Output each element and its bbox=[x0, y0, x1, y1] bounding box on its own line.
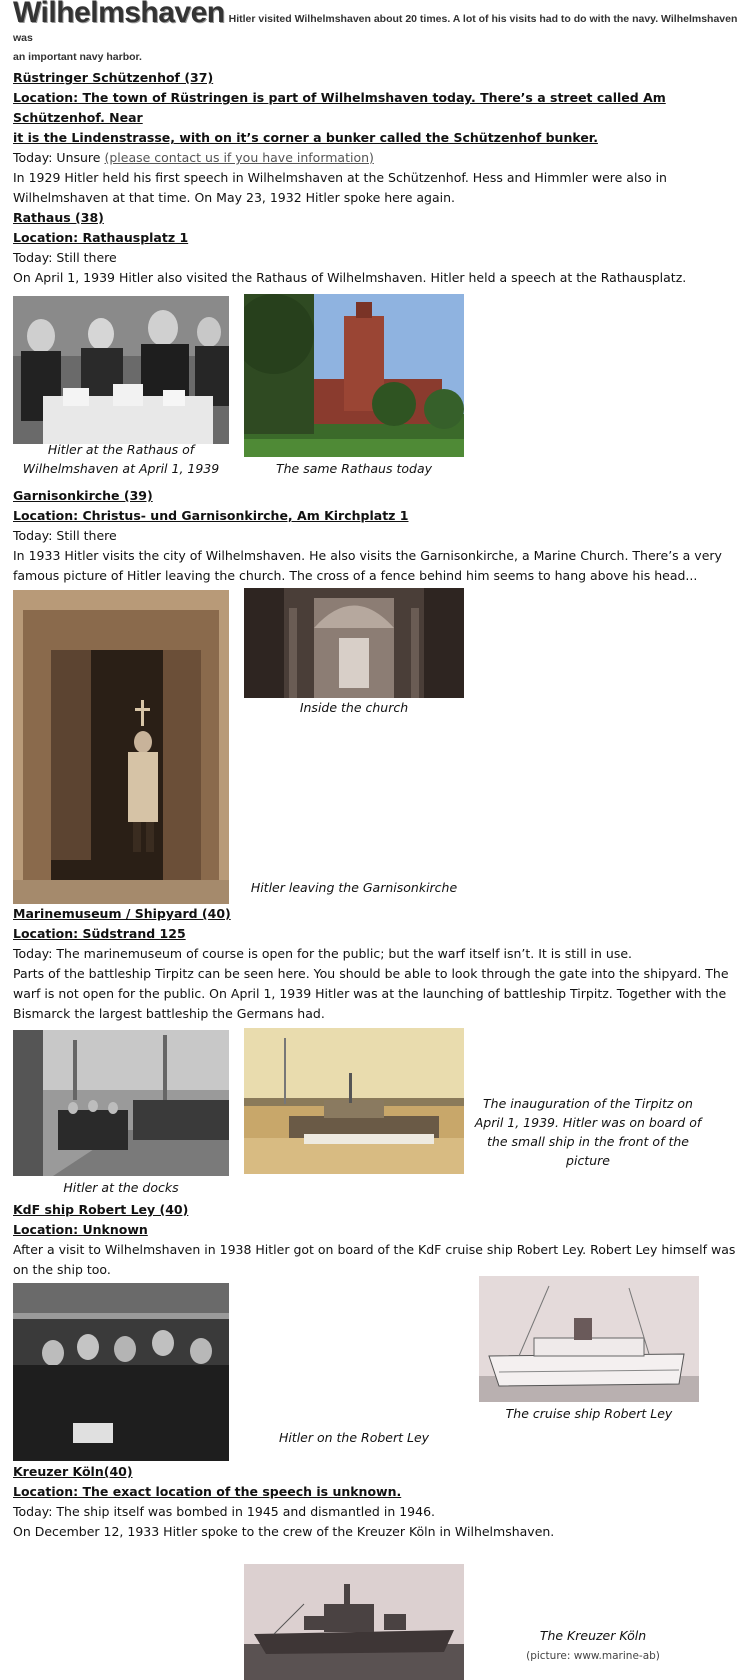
kreuzer-koeln-photo bbox=[244, 1564, 464, 1680]
rathaus-hitler-caption bbox=[13, 440, 229, 478]
article bbox=[13, 0, 739, 1662]
today-line: Today: The ship itself was bombed in 1945 and dismantled in 1946. bbox=[13, 1504, 435, 1519]
body-text: After a visit to Wilhelmshaven in 1938 Hitler got on board of the KdF cruise ship Robert Ley. Robert Ley himself was bbox=[13, 1242, 736, 1257]
rathaus-today-photo bbox=[244, 294, 464, 457]
section-ruestringer bbox=[13, 68, 739, 208]
section-rathaus bbox=[13, 208, 739, 288]
section-kreuzer-koeln bbox=[13, 1462, 739, 1542]
section-heading: Kreuzer Köln(40) bbox=[13, 1464, 133, 1479]
robert-ley-ship-photo bbox=[479, 1276, 699, 1402]
body-text: In 1933 Hitler visits the city of Wilhelmshaven. He also visits the Garnisonkirche, a Marine Church. There’s a very bbox=[13, 548, 722, 563]
intro-text: Hitler visited Wilhelmshaven about 20 times. A lot of his visits had to do with the navy. Wilhelmshaven was bbox=[13, 13, 738, 44]
section-heading: KdF ship Robert Ley (40) bbox=[13, 1202, 189, 1217]
hitler-docks-photo bbox=[13, 1030, 229, 1176]
inside-church-caption: Inside the church bbox=[299, 700, 409, 715]
robert-ley-ship-caption: The cruise ship Robert Ley bbox=[505, 1406, 673, 1421]
today-line: Today: Still there bbox=[13, 250, 117, 265]
hitler-leaving-caption: Hitler leaving the Garnisonkirche bbox=[250, 880, 458, 895]
tirpitz-inauguration-photo bbox=[244, 1028, 464, 1174]
inside-church-photo bbox=[244, 588, 464, 698]
body-text-continued: on the ship too. bbox=[13, 1262, 111, 1277]
kreuzer-koeln-caption bbox=[493, 1626, 693, 1666]
location-line: Location: The exact location of the speech is unknown. bbox=[13, 1484, 402, 1499]
tirpitz-caption bbox=[468, 1094, 708, 1170]
rathaus-today-caption: The same Rathaus today bbox=[275, 461, 432, 476]
today-label: Today: Unsure bbox=[13, 150, 105, 165]
hitler-leaving-church-photo bbox=[13, 590, 229, 904]
section-heading: Garnisonkirche (39) bbox=[13, 488, 153, 503]
caption-line: April 1, 1939. Hitler was on board of bbox=[474, 1115, 702, 1130]
photo-credit: (picture: www.marine-ab) bbox=[526, 1650, 660, 1662]
location-line: Location: Südstrand 125 bbox=[13, 926, 186, 941]
section-marinemuseum bbox=[13, 904, 739, 1024]
location-line-continued: it is the Lindenstrasse, with on it’s corner a bunker called the Schützenhof bunker. bbox=[13, 130, 598, 145]
body-text: On April 1, 1939 Hitler also visited the Rathaus of Wilhelmshaven. Hitler held a speech at the Rathausplatz. bbox=[13, 270, 687, 285]
intro-text-continued: an important navy harbor. bbox=[13, 51, 142, 63]
caption-line: The Kreuzer Köln bbox=[539, 1628, 647, 1643]
hitler-docks-caption: Hitler at the docks bbox=[63, 1180, 179, 1195]
caption-line: Wilhelmshaven at April 1, 1939 bbox=[22, 461, 220, 476]
rathaus-hitler-photo bbox=[13, 296, 229, 444]
today-line: Today: The marinemuseum of course is open for the public; but the warf itself isn’t. It is still in use. bbox=[13, 946, 632, 961]
caption-line: Hitler at the Rathaus of bbox=[47, 442, 195, 457]
location-line: Location: The town of Rüstringen is part of Wilhelmshaven today. There’s a street called Am Schützenhof. Near bbox=[13, 90, 666, 125]
page-header bbox=[13, 0, 739, 66]
page-title: Wilhelmshaven bbox=[13, 0, 225, 29]
body-text-continued: famous picture of Hitler leaving the church. The cross of a fence behind him seems to hang above his head... bbox=[13, 568, 698, 583]
caption-line: the small ship in the front of the bbox=[487, 1134, 689, 1149]
section-heading: Marinemuseum / Shipyard (40) bbox=[13, 906, 231, 921]
body-text: In 1929 Hitler held his first speech in Wilhelmshaven at the Schützenhof. Hess and Himmler were also in bbox=[13, 170, 667, 185]
body-text: On December 12, 1933 Hitler spoke to the crew of the Kreuzer Köln in Wilhelmshaven. bbox=[13, 1524, 555, 1539]
caption-line: The inauguration of the Tirpitz on bbox=[483, 1096, 693, 1111]
body-text-continued: Bismarck the largest battleship the Germans had. bbox=[13, 1006, 325, 1021]
today-line: Today: Still there bbox=[13, 528, 117, 543]
location-line: Location: Unknown bbox=[13, 1222, 148, 1237]
section-garnisonkirche bbox=[13, 486, 739, 586]
body-text-continued: warf is not open for the public. On April 1, 1939 Hitler was at the launching of battleship Tirpitz. Together with the bbox=[13, 986, 727, 1001]
section-heading: Rüstringer Schützenhof (37) bbox=[13, 70, 214, 85]
location-line: Location: Christus- und Garnisonkirche, Am Kirchplatz 1 bbox=[13, 508, 409, 523]
today-line bbox=[13, 148, 739, 168]
body-text-continued: Wilhelmshaven at that time. On May 23, 1932 Hitler spoke here again. bbox=[13, 190, 456, 205]
hitler-on-robert-ley-caption: Hitler on the Robert Ley bbox=[278, 1430, 430, 1445]
contact-link[interactable]: (please contact us if you have information) bbox=[104, 150, 374, 165]
hitler-on-robert-ley-photo bbox=[13, 1283, 229, 1461]
body-text: Parts of the battleship Tirpitz can be seen here. You should be able to look through the gate into the shipyard. The bbox=[13, 966, 729, 981]
section-kdf-ship bbox=[13, 1200, 739, 1280]
location-line: Location: Rathausplatz 1 bbox=[13, 230, 189, 245]
caption-line: picture bbox=[566, 1153, 610, 1168]
section-heading: Rathaus (38) bbox=[13, 210, 104, 225]
